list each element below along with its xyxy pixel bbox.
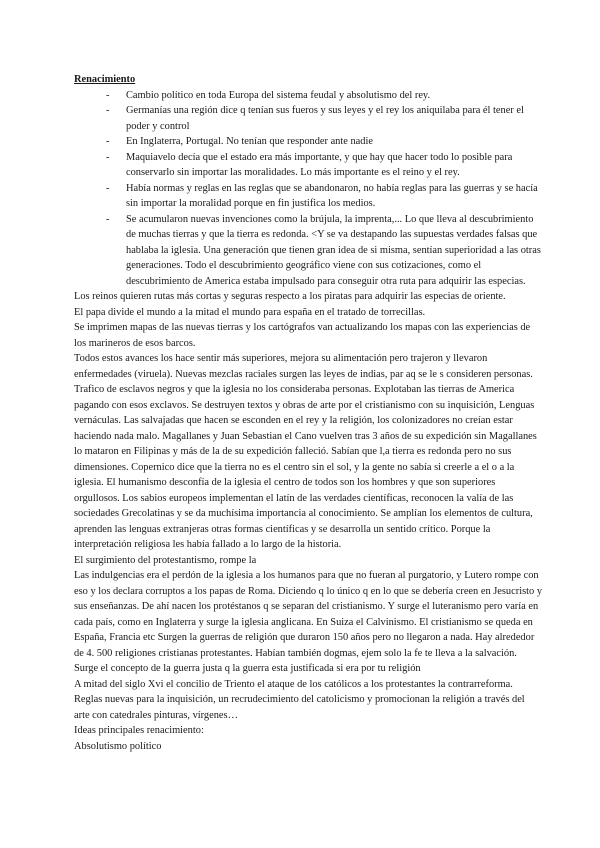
list-item: [108, 212, 542, 290]
paragraph-main-ideas: Ideas principales renacimiento:: [74, 725, 204, 736]
bullet-text: Maquiavelo decía que el estado era más importante, y que hay que hacer todo lo posible para conservarlo sin importar las moralidades. Lo más importante es el reino y el rey.: [126, 151, 513, 178]
list-item: [108, 181, 542, 212]
paragraph-trent: A mitad del siglo Xvi el concilio de Triento el ataque de los católicos a los protestantes la contrarreforma. Reglas nuevas para la inquisición, un recrudecimiento del catolicismo y promocionan la religión a través del arte con catedrales pinturas, vírgenes…: [74, 678, 525, 721]
bullet-dash: -: [106, 89, 110, 101]
paragraph-indulgences: Las indulgencias era el perdón de la iglesia a los humanos para que no fueran al purgatorio, y Lutero rompe con eso y los declara corruptos a los papas de Roma. Diciendo q lo único q en lo que se debería creen en Jesucristo y sus enseñanzas. De ahí nacen los protéstanos q se separan del cristianismo. Y surge el luteranismo pero varía en cada país, como en Inglaterra y surge la iglesia anglicana. En Suiza el Calvinismo. El cristianismo se queda en España, Francia etc Surgen la guerras de religión que duraron 150 años pero no llegaron a nada. Hay alrededor de 4. 500 religiones cristianas protestantes. Habían también dogmas, ejem solo la fe te lleva a la salvación. Surge el concepto de la guerra justa q la guerra esta justificada si era por tu religión: [74, 570, 543, 674]
bullet-text: En Inglaterra, Portugal. No tenían que responder ante nadie: [126, 136, 373, 147]
list-item: [108, 88, 542, 104]
paragraph-consequences: Todos estos avances los hace sentir más superiores, mejora su alimentación pero trajeron y llevaron enfermedades (viruela). Nuevas mezclas raciales surgen las leyes de indias, par aq se le s consideren personas. Trafico de esclavos negros y que la iglesia no los consideraba personas. Explotaban las tierras de America pagando con esos exclavos. Se destruyen textos y obras de arte por el cristianismo con su inquisición, Lenguas vernáculas. Las salvajadas que hacen se esconden en el rey y la religión, los colonizadores no creían estar haciendo nada malo. Magallanes y Juan Sebastian el Cano vuelven tras 3 años de su expedición sin Magallanes lo mataron en Filipinas y más de la de su expedición falleció. Sabían que l,a tierra es redonda pero no sus dimensiones. Copernico dice que la tierra no es el centro sin el sol, y la gente no sabía si creerle a el o a la iglesia. El humanismo desconfía de la iglesia el centro de todos son los hombres y que son superiores orgullosos. Los sabios europeos implementan el latín de las verdades científicas, reconocen la valía de las sociedades Grecolatinas y se da muchísima importancia al conocimiento. Se amplían los elementos de cultura, aprenden las lenguas extranjeras otras formas científicas y se desarrolla un sentido crítico. Porque la interpretación religiosa les había fallado a lo largo de la historia.: [74, 353, 537, 550]
bullet-dash: -: [106, 136, 110, 147]
bullet-dash: -: [106, 213, 110, 225]
section-heading: Renacimiento: [74, 74, 136, 85]
list-item: [108, 103, 542, 134]
bullet-text: Cambio político en toda Europa del sistema feudal y absolutismo del rey.: [126, 89, 431, 101]
paragraph-absolutism: Absolutismo político: [74, 740, 162, 752]
bullet-text: Se acumularon nuevas invenciones como la brújula, la imprenta,... Lo que lleva al descubrimiento de muchas tierras y que la tierra es redonda. <Y se va destapando las supuestas verdades falsas que hablaba la iglesia. Una generación que tienen gran idea de si misma, sentían superioridad a las otras generaciones. Todo el descubrimiento geográfico viene con sus cotizaciones, como el descubrimiento de America estaba impulsado para conseguir otra ruta para adquirir las especias.: [126, 213, 541, 287]
bullet-text: Había normas y reglas en las reglas que se abandonaron, no había reglas para las guerras y se hacía sin importar la moralidad porque en fin justifica los medios.: [126, 182, 538, 209]
list-item: [108, 150, 542, 181]
list-item: [108, 134, 542, 150]
bullet-text: Germanías una región dice q tenían sus fueros y sus leyes y el rey los aniquilaba para él tener el poder y control: [126, 105, 524, 132]
bullet-dash: -: [106, 182, 110, 194]
bullet-dash: -: [106, 105, 110, 116]
bullet-dash: -: [106, 151, 110, 163]
paragraph-spice-routes: Los reinos quieren rutas más cortas y seguras respecto a los piratas para adquirir las especias de oriente.: [74, 291, 506, 302]
bullet-list: [74, 88, 542, 290]
paragraph-tordesillas: El papa divide el mundo a la mitad el mundo para españa en el tratado de torrecillas.: [74, 306, 426, 318]
paragraph-protestantism: El surgimiento del protestantismo, rompe la: [74, 554, 257, 566]
paragraph-maps: Se imprimen mapas de las nuevas tierras y los cartógrafos van actualizando los mapas con las experiencias de los marineros de esos barcos.: [74, 322, 531, 349]
